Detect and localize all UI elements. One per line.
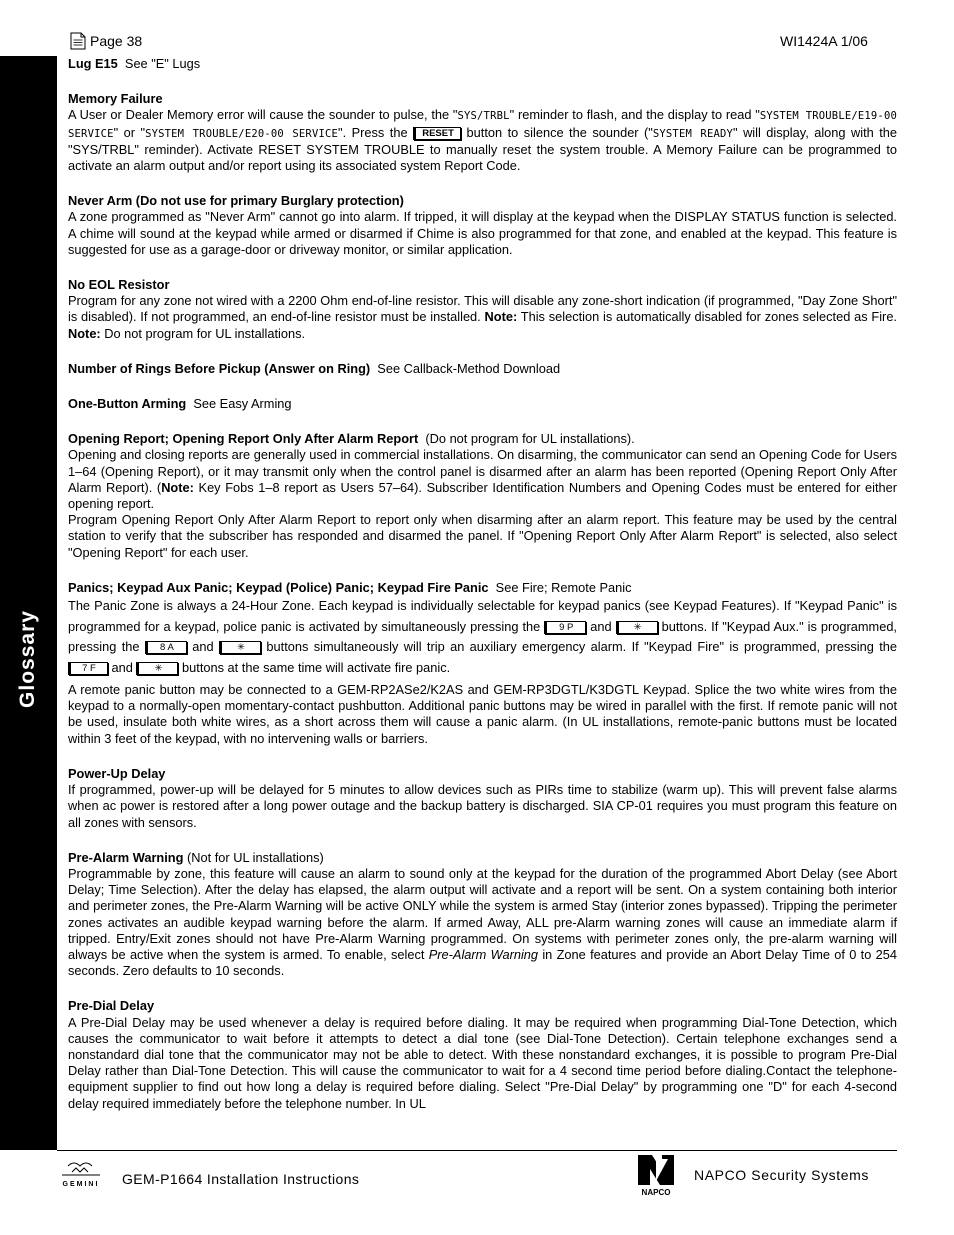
footer-company: NAPCO Security Systems <box>694 1167 870 1183</box>
section-text: Programmable by zone, this feature will cause an alarm to sound only at the keypad for the duration of the programmed Abort Delay (see Abort Delay; Time Selection). After the delay has elapsed, the alarm output will activate and a report will be sent. On a system containing both interior and perimeter zones, the Pre-Alarm Warning will be active ONLY while the system is armed Stay (interior zones bypassed). Tripping the perimeter zones activates an audible keypad warning before the alarm. If armed Away, ALL pre-Alarm warning zones will cause an immediate alarm if tripped. Entry/Exit zones should not have Pre-Alarm Warning programmed. On systems with perimeter zones only, the pre-alarm warning will always be active when the system is armed. To enable, select Pre-Alarm Warning in Zone features and provide an Abort Delay Time of 0 to 254 seconds. Zero defaults to 10 seconds. <box>68 865 897 979</box>
section-power-up-delay <box>68 766 897 831</box>
key-9p-icon: 9 P <box>544 621 586 634</box>
section-pre-dial-delay <box>68 998 897 1111</box>
section-never-arm <box>68 193 897 258</box>
glossary-content <box>68 56 897 1131</box>
section-heading: Lug E15 <box>68 56 118 71</box>
section-heading: No EOL Resistor <box>68 277 170 293</box>
page-header <box>70 32 142 50</box>
page-icon <box>70 32 86 50</box>
section-text: See Easy Arming <box>193 396 292 412</box>
section-text: If programmed, power-up will be delayed for 5 minutes to allow devices such as PIRs time to stabilize (warm up). This will prevent false alarms when ac power is restored after a long power outage and the backup battery is discharged. SIA CP-01 requires you must program this feature on all zones with sensors. <box>68 782 897 830</box>
section-heading: Pre-Dial Delay <box>68 998 155 1014</box>
section-text: A User or Dealer Memory error will cause the sounder to pulse, the "SYS/TRBL" reminder to flash, and the display to read "SYSTEM TROUBLE/E19-00 SERVICE" or "SYSTEM TROUBLE/E20-00 SERVICE". Press the RESET button to silence the sounder ("SYSTEM READY" will display, along with the "SYS/TRBL" reminder). Activate RESET SYSTEM TROUBLE to manually reset the system trouble. A Memory Failure can be programmed to activate an alarm output and/or report using its associated system Report Code. <box>68 107 898 174</box>
key-7f-icon: 7 F <box>68 662 108 675</box>
section-number-of-rings <box>68 361 897 377</box>
section-text: See Callback-Method Download <box>377 360 561 376</box>
key-8a-icon: 8 A <box>145 641 187 654</box>
key-star-icon: ✳ <box>616 621 658 634</box>
sidebar-tab <box>0 56 57 1150</box>
section-text: A remote panic button may be connected to a GEM-RP2ASe2/K2AS and GEM-RP3DGTL/K3DGTL Keypad. Splice the two white wires from the keypad to a normally-open momentary-contact pushbutton. Additional panic buttons may be wired in parallel with the first. If remote panic will not be used, insulate both white wires, as a short across them will cause a panic alarm. (In UL installations, remote-panic buttons must be located within 3 feet of the keypad, with no intervening walls or barriers. <box>68 682 897 746</box>
page-number: Page 38 <box>90 33 143 49</box>
section-heading: Memory Failure <box>68 91 163 107</box>
section-heading: Number of Rings Before Pickup (Answer on Ring) <box>68 360 371 376</box>
section-heading: Opening Report; Opening Report Only After Alarm Report <box>68 431 419 447</box>
section-opening-report <box>68 431 897 561</box>
svg-text:GEMINI: GEMINI <box>62 1181 100 1188</box>
svg-text:NAPCO: NAPCO <box>641 1188 671 1197</box>
lcd-text: SYSTEM TROUBLE/E20-00 SERVICE <box>145 127 339 140</box>
section-memory-failure <box>68 91 897 174</box>
section-text: A zone programmed as "Never Arm" cannot go into alarm. If tripped, it will display at the keypad when the DISPLAY STATUS function is selected. A chime will sound at the keypad while armed or disarmed if Chime is also programmed for that zone, and enabled at the keypad. This feature is suggested for use as a garage-door or driveway monitor, or similar application. <box>68 209 897 257</box>
lcd-text: SYSTEM READY <box>652 127 734 140</box>
section-text: Opening and closing reports are generally used in commercial installations. On disarming, the communicator can send an Opening Code for Users 1–64 (Opening Report), or it may transmit only when the control panel is disarmed after an alarm has been reported (Opening Report Only After Alarm Report). (Note: Key Fobs 1–8 report as Users 57–64). Subscriber Identification Numbers and Opening Codes must be entered for either opening report. <box>68 447 898 512</box>
section-text: Program Opening Report Only After Alarm Report to report only when disarming after an alarm report. This feature may be used by the central station to verify that the subscriber has responded and disarmed the panel. If "Opening Report Only After Alarm Report" is selected, also select "Opening Report" for each user. <box>68 512 897 560</box>
footer-right <box>632 1153 869 1197</box>
section-subheading: See Fire; Remote Panic <box>495 579 632 595</box>
sidebar-label: Glossary <box>16 610 39 708</box>
footer-title: GEM-P1664 Installation Instructions <box>122 1171 360 1187</box>
section-panics <box>68 580 897 747</box>
napco-logo <box>632 1153 680 1197</box>
section-heading: Never Arm (Do not use for primary Burglary protection) <box>68 193 404 209</box>
section-text: A Pre-Dial Delay may be used whenever a delay is required before dialing. It may be required when programming Dial-Tone Detection, which causes the communicator to wait before it attempts to detect a dial tone (see Dial-Tone Detection). Certain telephone exchanges send a nonstandard dial tone that the communicator may not be able to detect. With these nonstandard exchanges, it is possible to program Pre-Dial Delay rather than Dial-Tone Detection. This will cause the communicator to wait for a 4 second time period before dialing.Contact the telephone-equipment supplier to find out how long a delay is required before dialing. Select "Pre-Dial Delay" by programming one "D" for each 4-second delay required immediately before the telephone number. In UL <box>68 1014 897 1111</box>
section-heading: Power-Up Delay <box>68 765 166 781</box>
section-one-button-arming <box>68 396 897 412</box>
section-no-eol-resistor <box>68 277 897 342</box>
section-text: Program for any zone not wired with a 2200 Ohm end-of-line resistor. This will disable any zone-short indication (if programmed, "Day Zone Short" is disabled). If not programmed, an end-of-line resistor must be installed. Note: This selection is automatically disabled for zones selected as Fire. Note: Do not program for UL installations. <box>68 293 897 341</box>
gemini-logo <box>50 1158 112 1188</box>
document-id: WI1424A 1/06 <box>780 33 868 49</box>
section-pre-alarm-warning <box>68 850 897 980</box>
footer-left <box>50 1158 359 1188</box>
section-lug-e15 <box>68 56 897 72</box>
section-heading: One-Button Arming <box>68 396 187 412</box>
section-text: The Panic Zone is always a 24-Hour Zone. Each keypad is individually selectable for keypad panics (see Keypad Features). If "Keypad Panic" is programmed for a keypad, police panic is activated by simultaneously pressing the 9 P and ✳ buttons. If "Keypad Aux." is programmed, pressing the 8 A and ✳ buttons simultaneously will trip an auxiliary emergency alarm. If "Keypad Fire" is programmed, pressing the 7 F and ✳ buttons at the same time will activate fire panic. <box>68 598 897 675</box>
section-heading: Pre-Alarm Warning <box>68 849 184 865</box>
key-star-icon: ✳ <box>136 662 178 675</box>
reset-key-icon: RESET <box>413 127 461 140</box>
section-heading: Panics; Keypad Aux Panic; Keypad (Police) Panic; Keypad Fire Panic <box>68 579 489 595</box>
section-subheading: (Not for UL installations) <box>187 849 324 865</box>
lcd-text: SYS/TRBL <box>457 110 510 123</box>
section-text: See "E" Lugs <box>124 56 201 71</box>
section-subheading: (Do not program for UL installations). <box>425 431 635 447</box>
footer-rule <box>57 1150 897 1151</box>
lcd-text: SYSTEM TROUBLE/E19-00 SERVICE <box>68 110 898 140</box>
key-star-icon: ✳ <box>219 641 261 654</box>
